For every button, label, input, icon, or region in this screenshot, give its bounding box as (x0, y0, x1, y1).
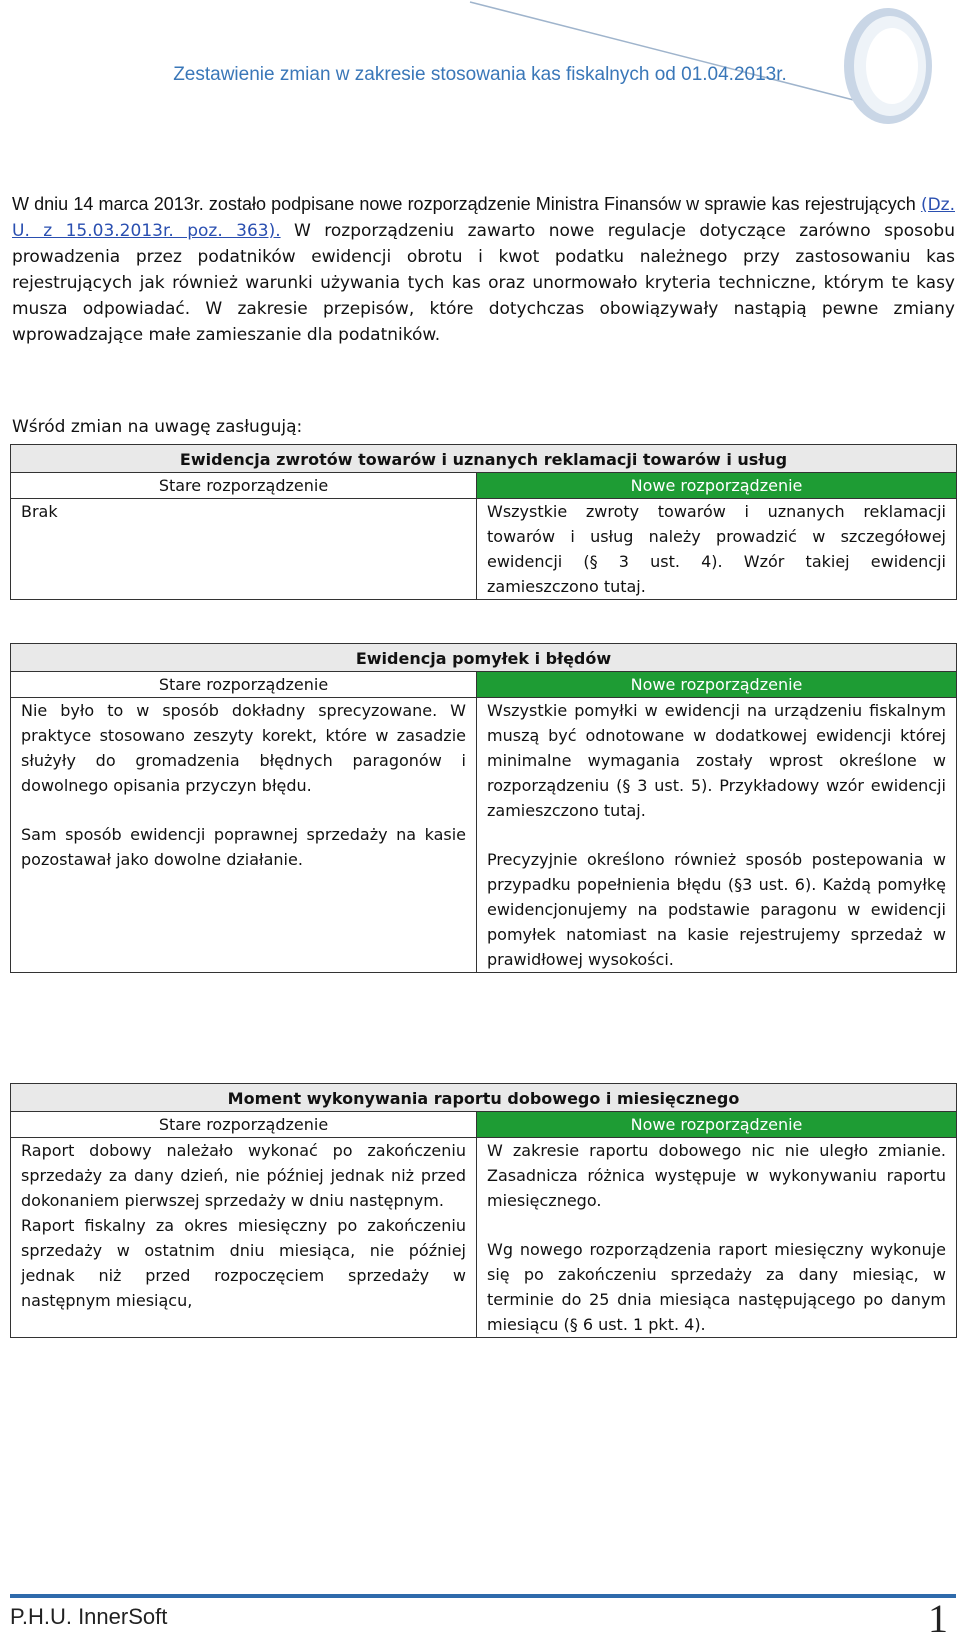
new-regulation-cell: Wszystkie pomyłki w ewidencji na urządzeniu fiskalnym muszą być odnotowane w dodatkowej ewidencji której minimalne wymagania zostały wprost określone w rozporządzeniu (§ 3 ust. 5). Przykładowy wzór ewidencji zamieszczono tutaj. Precyzyjnie określono również sposób postepowania w przypadku popełnienia błędu (§3 ust. 6). Każdą pomyłkę ewidencjonujemy na podstawie paragonu w ewidencji pomyłek natomiast na kasie rejestrujemy sprzedaż w prawidłowej wysokości. (477, 698, 957, 973)
table-title: Ewidencja zwrotów towarów i uznanych reklamacji towarów i usług (11, 445, 957, 473)
old-regulation-header: Stare rozporządzenie (11, 672, 477, 698)
new-regulation-cell: Wszystkie zwroty towarów i uznanych reklamacji towarów i usług należy prowadzić w szczegółowej ewidencji (§ 3 ust. 4). Wzór takiej ewidencji zamieszczono tutaj. (477, 499, 957, 600)
page-number: 1 (928, 1596, 948, 1641)
new-regulation-cell: W zakresie raportu dobowego nic nie uległo zmianie. Zasadnicza różnica występuje w wykonywaniu raportu miesięcznego. Wg nowego rozporządzenia raport miesięczny wykonuje się po zakończeniu sprzedaży za dany miesiąc, w terminie do 25 dnia miesiąca następującego po danym miesiącu (§ 6 ust. 1 pkt. 4). (477, 1138, 957, 1338)
new-regulation-header: Nowe rozporządzenie (477, 1112, 957, 1138)
intro-text-rest: W rozporządzeniu zawarto nowe regulacje dotyczące zarówno sposobu prowadzenia przez podatników ewidencji obrotu i kwot podatku należnego przy zastosowaniu kas rejestrujących jak również warunki używania tych kas oraz unormowało kryteria techniczne, którym te kasy musza odpowiadać. W zakresie przepisów, które dotychczas obowiązywały nastąpią pewne zmiany wprowadzające małe zamieszanie dla podatników. (12, 221, 955, 345)
old-regulation-header: Stare rozporządzenie (11, 1112, 477, 1138)
page-header-title: Zestawienie zmian w zakresie stosowania kas fiskalnych od 01.04.2013r. (173, 64, 787, 85)
legal-reference-link[interactable]: (Dz. U. z 15.03.2013r. poz. 363). (12, 195, 955, 241)
new-regulation-header: Nowe rozporządzenie (477, 672, 957, 698)
old-regulation-cell: Raport dobowy należało wykonać po zakończeniu sprzedaży za dany dzień, nie później jednak niż przed dokonaniem pierwszej sprzedaży w dniu następnym. Raport fiskalny za okres miesięczny po zakończeniu sprzedaży w ostatnim dniu miesiąca, nie później jednak niż przed rozpoczęciem sprzedaży w następnym miesiącu, (11, 1138, 477, 1338)
footer-divider (10, 1594, 956, 1598)
old-regulation-cell: Brak (11, 499, 477, 600)
comparison-table-errors (10, 643, 957, 973)
table-title: Moment wykonywania raportu dobowego i miesięcznego (11, 1084, 957, 1112)
old-regulation-cell: Nie było to w sposób dokładny sprecyzowane. W praktyce stosowano zeszyty korekt, które w zasadzie służyły do gromadzenia błędnych paragonów i dowolnego opisania przyczyn błędu. Sam sposób ewidencji poprawnej sprzedaży na kasie pozostawał jako dowolne działanie. (11, 698, 477, 973)
comparison-table-reports (10, 1083, 957, 1338)
old-regulation-header: Stare rozporządzenie (11, 473, 477, 499)
intro-text-start: W dniu 14 marca 2013r. zostało podpisane nowe rozporządzenie Ministra Finansów w sprawie kas rejestrujących (12, 194, 921, 214)
comparison-table-returns (10, 444, 957, 600)
changes-lead-text: Wśród zmian na uwagę zasługują: (12, 417, 303, 437)
table-title: Ewidencja pomyłek i błędów (11, 644, 957, 672)
intro-paragraph (12, 191, 955, 348)
footer-company: P.H.U. InnerSoft (10, 1604, 168, 1629)
new-regulation-header: Nowe rozporządzenie (477, 473, 957, 499)
